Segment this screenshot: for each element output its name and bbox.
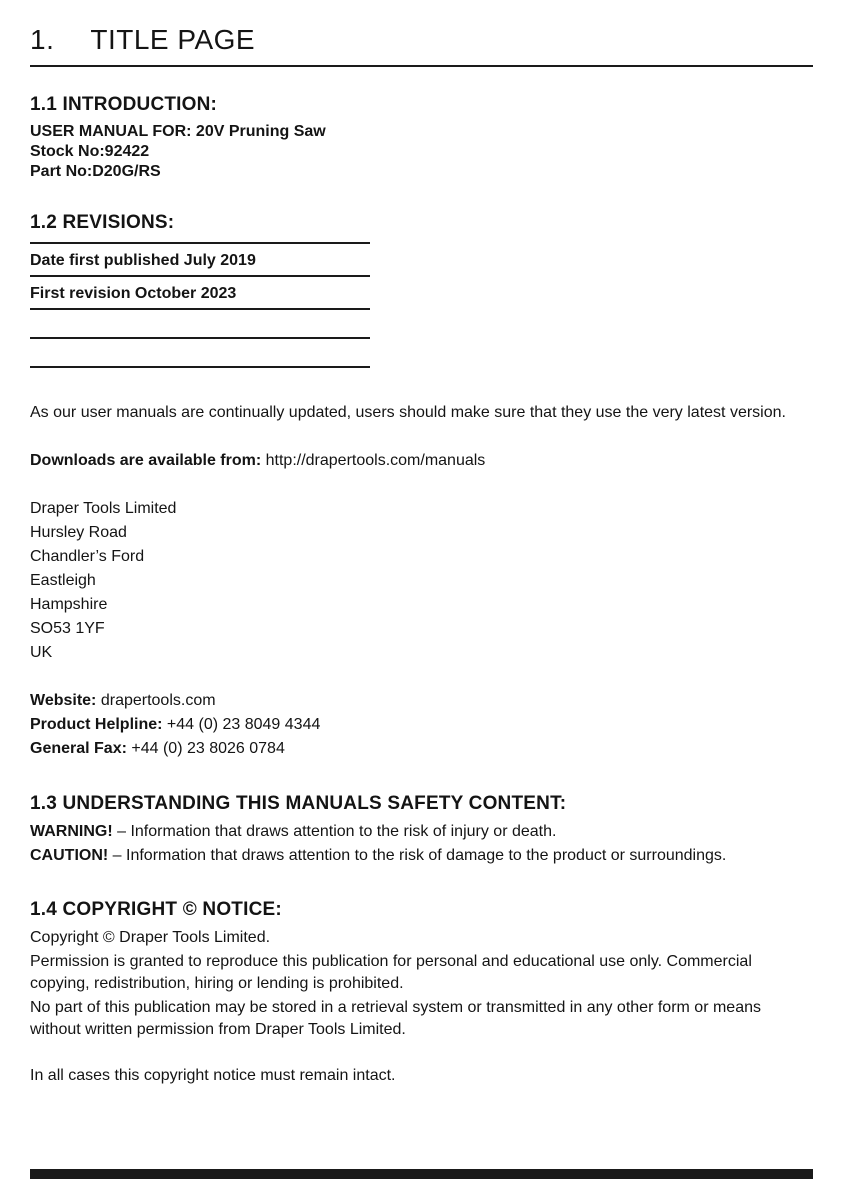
page-title	[30, 24, 813, 67]
caution-line	[30, 845, 810, 867]
caution-text: – Information that draws attention to the risk of damage to the product or surroundings.	[108, 847, 727, 864]
website-value: drapertools.com	[96, 692, 216, 709]
downloads-label: Downloads are available from:	[30, 452, 262, 469]
address-line: Chandler’s Ford	[30, 548, 145, 565]
website-line	[30, 689, 813, 713]
revision-row-empty	[30, 310, 370, 339]
address-line: SO53 1YF	[30, 620, 105, 637]
caution-label: CAUTION!	[30, 847, 109, 864]
revision-row: First revision October 2023	[30, 277, 370, 310]
website-label: Website:	[30, 692, 97, 709]
user-manual-for-line: USER MANUAL FOR: 20V Pruning Saw	[30, 123, 326, 140]
copyright-heading: 1.4 COPYRIGHT © NOTICE:	[30, 899, 282, 920]
footer-bar	[30, 1169, 813, 1179]
address-line: Hursley Road	[30, 524, 127, 541]
section-copyright	[30, 899, 813, 1085]
fax-line	[30, 737, 813, 761]
revision-row-empty	[30, 339, 370, 368]
stock-no-line: Stock No:92422	[30, 143, 150, 160]
warning-label: WARNING!	[30, 823, 113, 840]
introduction-heading: 1.1 INTRODUCTION:	[30, 94, 218, 115]
page-title-text: TITLE PAGE	[90, 24, 256, 55]
copyright-line: Permission is granted to reproduce this publication for personal and educational use only. Commercial copying, redistribution, hiring or lending is prohibited.	[30, 953, 752, 992]
revisions-heading: 1.2 REVISIONS:	[30, 212, 370, 244]
helpline-line	[30, 713, 813, 737]
section-revisions	[30, 212, 813, 368]
warning-line	[30, 821, 810, 843]
warning-text: – Information that draws attention to the risk of injury or death.	[112, 823, 557, 840]
safety-heading: 1.3 UNDERSTANDING THIS MANUALS SAFETY CONTENT:	[30, 793, 567, 814]
section-safety	[30, 793, 813, 867]
copyright-line: No part of this publication may be stored in a retrieval system or transmitted in any other form or means without written permission from Draper Tools Limited.	[30, 999, 761, 1038]
downloads-line	[30, 450, 805, 471]
contact-details	[30, 689, 813, 761]
copyright-line: Copyright © Draper Tools Limited.	[30, 929, 271, 946]
fax-label: General Fax:	[30, 740, 127, 757]
update-notice: As our user manuals are continually updated, users should make sure that they use the very latest version.	[30, 404, 786, 421]
company-address	[30, 497, 813, 665]
part-no-line: Part No:D20G/RS	[30, 163, 161, 180]
copyright-final-line: In all cases this copyright notice must remain intact.	[30, 1067, 396, 1084]
downloads-url: http://drapertools.com/manuals	[261, 452, 486, 469]
address-line: Hampshire	[30, 596, 108, 613]
address-line: UK	[30, 644, 53, 661]
address-line: Draper Tools Limited	[30, 500, 177, 517]
section-introduction	[30, 94, 813, 182]
revision-row: Date first published July 2019	[30, 244, 370, 277]
section-number: 1.	[30, 24, 55, 55]
helpline-label: Product Helpline:	[30, 716, 163, 733]
helpline-value: +44 (0) 23 8049 4344	[162, 716, 321, 733]
address-line: Eastleigh	[30, 572, 96, 589]
fax-value: +44 (0) 23 8026 0784	[126, 740, 285, 757]
